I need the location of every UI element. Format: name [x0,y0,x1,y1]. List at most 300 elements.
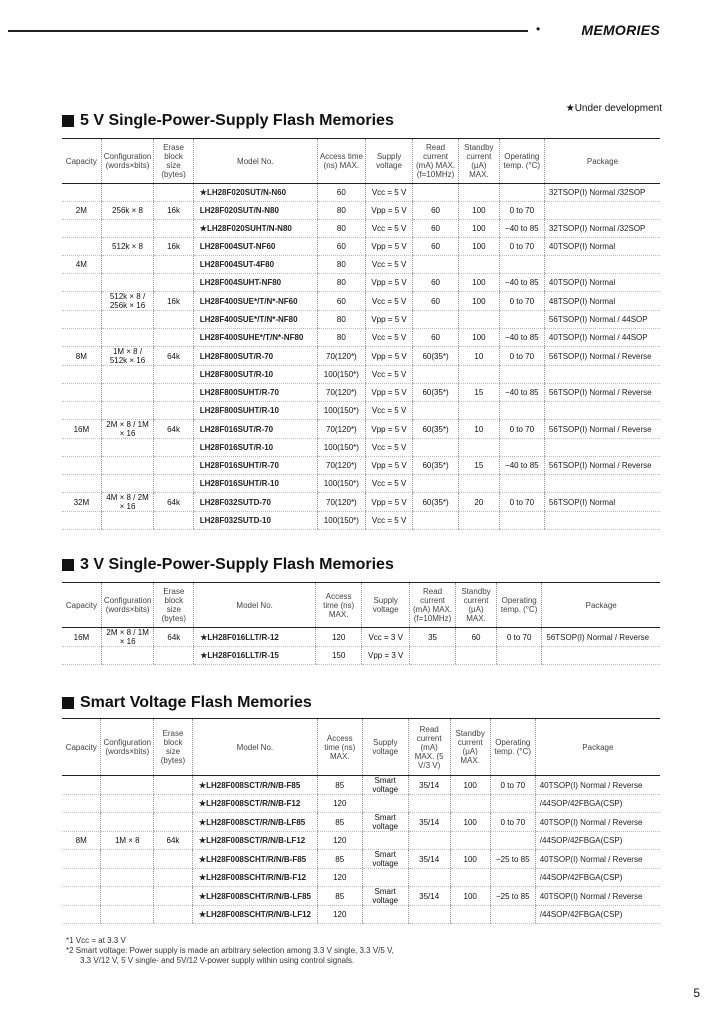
cell-configuration: 256k × 8 [101,202,154,220]
cell-supply [362,906,408,924]
table-row [62,329,660,347]
cell-temp [499,475,544,493]
cell-access: 60 [317,184,365,202]
table-row [62,384,660,402]
cell-supply: Vpp = 5 V [365,420,412,439]
cell-capacity [62,311,101,329]
cell-configuration: 2M × 8 / 1M × 16 [101,628,154,647]
header-rule-left [8,30,528,32]
table-row [62,274,660,292]
cell-package [544,475,660,493]
section-title-text: 5 V Single-Power-Supply Flash Memories [80,112,394,129]
table-row [62,311,660,329]
section-title-smart [62,694,312,712]
col-header-access: Access time (ns) MAX. [317,139,365,184]
col-header-standby: Standby current (μA) MAX. [450,719,490,776]
cell-access: 60 [317,292,365,311]
cell-read-current [413,366,459,384]
cell-supply: Smart voltage [362,887,408,906]
cell-capacity [62,647,101,665]
cell-access: 80 [317,311,365,329]
col-header-configuration: Configuration (words×bits) [101,719,154,776]
square-bullet-icon [62,697,74,709]
cell-erase-block: 16k [154,238,193,256]
cell-erase-block [154,256,193,274]
cell-temp: −40 to 85 [499,220,544,238]
cell-standby [450,795,490,813]
col-header-standby: Standby current (μA) MAX. [456,583,497,628]
cell-temp [499,366,544,384]
cell-temp [499,402,544,420]
cell-read-current: 60 [413,292,459,311]
cell-supply: Vcc = 5 V [365,256,412,274]
cell-package: 40TSOP(I) Normal / Reverse [535,813,660,832]
cell-read-current: 60(35*) [413,347,459,366]
cell-package [544,202,660,220]
cell-read-current [413,439,459,457]
cell-supply: Vcc = 5 V [365,220,412,238]
cell-capacity [62,384,101,402]
cell-package [544,366,660,384]
cell-temp: 0 to 70 [499,420,544,439]
cell-capacity [62,457,101,475]
col-header-capacity: Capacity [62,139,101,184]
cell-temp [499,256,544,274]
cell-standby: 100 [458,292,499,311]
cell-erase-block: 64k [154,420,193,439]
cell-standby: 100 [450,887,490,906]
cell-erase-block [154,402,193,420]
cell-read-current: 60 [413,220,459,238]
cell-supply [362,869,408,887]
col-header-capacity: Capacity [62,583,101,628]
cell-erase-block [154,457,193,475]
cell-supply: Vcc = 5 V [365,366,412,384]
col-header-temp: Operating temp. (°C) [499,139,544,184]
cell-model: ★LH28F020SUT/N-N60 [193,184,317,202]
cell-package: 40TSOP(I) Normal [544,274,660,292]
cell-configuration [101,311,154,329]
cell-temp [490,869,535,887]
col-header-configuration: Configuration (words×bits) [101,139,154,184]
cell-read-current [408,869,450,887]
cell-capacity [62,887,101,906]
cell-temp: 0 to 70 [499,292,544,311]
cell-read-current [413,184,459,202]
col-header-supply: Supply voltage [365,139,412,184]
cell-configuration [101,439,154,457]
cell-temp: 0 to 70 [499,238,544,256]
col-header-standby: Standby current (μA) MAX. [458,139,499,184]
cell-standby [450,832,490,850]
cell-read-current: 60(35*) [413,384,459,402]
cell-capacity [62,184,101,202]
cell-access: 120 [316,628,362,647]
table-row [62,887,660,906]
cell-standby: 10 [458,347,499,366]
cell-configuration: 512k × 8 [101,238,154,256]
table-row [62,475,660,493]
cell-capacity: 2M [62,202,101,220]
cell-model: ★LH28F008SCHT/R/N/B-F85 [192,850,317,869]
cell-capacity [62,906,101,924]
page-number: 5 [693,986,700,1000]
col-header-package: Package [542,583,660,628]
cell-read-current: 60 [413,274,459,292]
cell-capacity [62,850,101,869]
table-row [62,647,660,665]
cell-supply: Vpp = 5 V [365,274,412,292]
page-header-title: MEMORIES [581,22,660,38]
cell-configuration [101,384,154,402]
cell-capacity [62,366,101,384]
table-row [62,906,660,924]
cell-standby [458,366,499,384]
col-header-access: Access time (ns) MAX. [316,583,362,628]
cell-supply: Vcc = 5 V [365,512,412,530]
cell-model: LH28F004SUHT-NF80 [193,274,317,292]
cell-model: LH28F800SUT/R-70 [193,347,317,366]
legend-under-development: ★Under development [565,103,662,114]
table-row [62,366,660,384]
col-header-model: Model No. [192,719,317,776]
col-header-temp: Operating temp. (°C) [490,719,535,776]
cell-access: 60 [317,238,365,256]
cell-access: 70(120*) [317,493,365,512]
cell-standby: 100 [450,776,490,795]
cell-capacity [62,439,101,457]
cell-package: 32TSOP(I) Normal /32SOP [544,184,660,202]
cell-temp: −40 to 85 [499,384,544,402]
table-row [62,628,660,647]
cell-standby: 20 [458,493,499,512]
cell-standby: 100 [458,274,499,292]
cell-access: 80 [317,274,365,292]
cell-package: /44SOP/42FBGA(CSP) [535,795,660,813]
cell-capacity: 8M [62,832,101,850]
cell-package: 56TSOP(I) Normal / 44SOP [544,311,660,329]
col-header-configuration: Configuration (words×bits) [101,583,154,628]
cell-package: 40TSOP(I) Normal / Reverse [535,776,660,795]
cell-capacity [62,329,101,347]
cell-temp: 0 to 70 [499,493,544,512]
cell-access: 70(120*) [317,420,365,439]
cell-model: LH28F800SUT/R-10 [193,366,317,384]
table-row [62,238,660,256]
cell-read-current [413,311,459,329]
cell-package [544,512,660,530]
cell-temp [490,795,535,813]
cell-read-current [413,512,459,530]
cell-standby [458,512,499,530]
cell-temp [499,439,544,457]
cell-erase-block [154,813,193,832]
cell-package [542,647,660,665]
cell-supply: Vpp = 5 V [365,238,412,256]
cell-standby: 100 [458,202,499,220]
cell-supply: Smart voltage [362,776,408,795]
cell-temp: −25 to 85 [490,850,535,869]
cell-standby: 100 [450,850,490,869]
cell-configuration: 2M × 8 / 1M × 16 [101,420,154,439]
cell-configuration [101,850,154,869]
table-row [62,439,660,457]
cell-model: LH28F016SUT/R-70 [193,420,317,439]
cell-temp [499,311,544,329]
col-header-supply: Supply voltage [362,583,410,628]
cell-capacity [62,292,101,311]
cell-model: ★LH28F020SUHT/N-N80 [193,220,317,238]
cell-access: 120 [317,906,362,924]
cell-configuration [101,274,154,292]
cell-erase-block: 64k [154,832,193,850]
col-header-package: Package [535,719,660,776]
cell-model: LH28F016SUT/R-10 [193,439,317,457]
table-5v [62,138,660,530]
cell-erase-block: 64k [154,347,193,366]
header-bullet: • [536,22,541,36]
cell-package: 56TSOP(I) Normal / Reverse [542,628,660,647]
table-row [62,220,660,238]
cell-capacity [62,795,101,813]
table-row [62,776,660,795]
cell-capacity: 32M [62,493,101,512]
table-row [62,420,660,439]
cell-standby [456,647,497,665]
cell-supply: Vpp = 5 V [365,493,412,512]
cell-configuration: 512k × 8 / 256k × 16 [101,292,154,311]
cell-configuration [101,475,154,493]
cell-erase-block [154,311,193,329]
cell-configuration [101,906,154,924]
cell-model: LH28F004SUT-NF60 [193,238,317,256]
cell-model: ★LH28F008SCT/R/N/B-F12 [192,795,317,813]
cell-model: LH28F016SUHT/R-70 [193,457,317,475]
cell-access: 70(120*) [317,347,365,366]
cell-temp: −40 to 85 [499,274,544,292]
cell-configuration: 1M × 8 [101,832,154,850]
cell-supply: Vcc = 5 V [365,329,412,347]
cell-access: 100(150*) [317,475,365,493]
table-3v [62,582,660,665]
cell-supply [362,795,408,813]
cell-supply: Vpp = 5 V [365,384,412,402]
cell-access: 85 [317,850,362,869]
section-title-text: Smart Voltage Flash Memories [80,694,312,711]
cell-capacity: 16M [62,420,101,439]
cell-capacity [62,512,101,530]
cell-package [544,256,660,274]
cell-temp: −25 to 85 [490,887,535,906]
col-header-model: Model No. [193,139,317,184]
cell-configuration [101,869,154,887]
cell-package: 56TSOP(I) Normal [544,493,660,512]
col-header-supply: Supply voltage [362,719,408,776]
cell-read-current [410,647,456,665]
col-header-erase-block: Erase block size (bytes) [154,139,193,184]
cell-model: ★LH28F008SCT/R/N/B-LF85 [192,813,317,832]
cell-package: 40TSOP(I) Normal / Reverse [535,887,660,906]
table-row [62,512,660,530]
table-row [62,457,660,475]
col-header-read-current: Read current (mA) MAX. (5 V/3 V) [408,719,450,776]
cell-temp [497,647,542,665]
cell-supply: Smart voltage [362,850,408,869]
cell-package: /44SOP/42FBGA(CSP) [535,906,660,924]
cell-model: LH28F800SUHT/R-70 [193,384,317,402]
cell-package: 40TSOP(I) Normal / 44SOP [544,329,660,347]
cell-supply: Vcc = 5 V [365,292,412,311]
cell-supply [362,832,408,850]
cell-package [544,402,660,420]
cell-model: ★LH28F016LLT/R-12 [194,628,316,647]
cell-read-current: 60 [413,329,459,347]
cell-supply: Vpp = 5 V [365,311,412,329]
cell-capacity [62,776,101,795]
cell-erase-block [154,512,193,530]
footnote-1: *1 Vcc = at 3.3 V [66,936,126,945]
cell-erase-block [154,384,193,402]
cell-access: 85 [317,776,362,795]
cell-package: /44SOP/42FBGA(CSP) [535,832,660,850]
cell-access: 85 [317,887,362,906]
cell-erase-block: 64k [154,628,194,647]
col-header-model: Model No. [194,583,316,628]
cell-standby: 15 [458,384,499,402]
cell-temp: 0 to 70 [490,776,535,795]
cell-standby [458,311,499,329]
cell-supply: Vcc = 5 V [365,184,412,202]
cell-standby: 60 [456,628,497,647]
cell-read-current [413,402,459,420]
cell-package: 56TSOP(I) Normal / Reverse [544,347,660,366]
cell-erase-block [154,329,193,347]
col-header-erase-block: Erase block size (bytes) [154,583,194,628]
cell-access: 120 [317,869,362,887]
cell-erase-block [154,850,193,869]
col-header-access: Access time (ns) MAX. [317,719,362,776]
cell-temp: 0 to 70 [490,813,535,832]
cell-erase-block [154,184,193,202]
cell-model: LH28F016SUHT/R-10 [193,475,317,493]
cell-erase-block: 16k [154,292,193,311]
cell-supply: Vcc = 3 V [362,628,410,647]
table-row [62,493,660,512]
cell-package [544,439,660,457]
cell-temp: −40 to 85 [499,329,544,347]
cell-model: ★LH28F008SCHT/R/N/B-LF85 [192,887,317,906]
cell-model: LH28F004SUT-4F80 [193,256,317,274]
cell-read-current: 35/14 [408,776,450,795]
cell-standby: 100 [458,220,499,238]
cell-read-current: 60(35*) [413,420,459,439]
cell-supply: Vpp = 3 V [362,647,410,665]
cell-capacity [62,220,101,238]
cell-capacity [62,274,101,292]
cell-model: ★LH28F008SCT/R/N/B-LF12 [192,832,317,850]
cell-temp [490,906,535,924]
cell-access: 80 [317,329,365,347]
cell-package: 40TSOP(I) Normal [544,238,660,256]
cell-capacity [62,402,101,420]
cell-supply: Vcc = 5 V [365,475,412,493]
table-row [62,292,660,311]
cell-configuration [101,887,154,906]
cell-standby: 100 [450,813,490,832]
cell-erase-block: 64k [154,493,193,512]
cell-configuration [101,402,154,420]
cell-capacity: 8M [62,347,101,366]
cell-standby [458,439,499,457]
cell-read-current: 35 [410,628,456,647]
cell-temp [499,512,544,530]
cell-access: 120 [317,832,362,850]
cell-model: LH28F032SUTD-70 [193,493,317,512]
cell-standby [458,256,499,274]
cell-temp: −40 to 85 [499,457,544,475]
cell-access: 100(150*) [317,439,365,457]
cell-package: 32TSOP(I) Normal /32SOP [544,220,660,238]
cell-package: 56TSOP(I) Normal / Reverse [544,420,660,439]
cell-temp: 0 to 70 [499,347,544,366]
cell-temp [499,184,544,202]
cell-erase-block [154,439,193,457]
cell-capacity [62,869,101,887]
cell-temp: 0 to 70 [497,628,542,647]
cell-read-current [408,832,450,850]
cell-erase-block [154,366,193,384]
cell-access: 80 [317,220,365,238]
cell-standby: 100 [458,329,499,347]
table-row [62,813,660,832]
col-header-read-current: Read current (mA) MAX. (f=10MHz) [413,139,459,184]
square-bullet-icon [62,559,74,571]
table-row [62,832,660,850]
cell-model: LH28F400SUE*/T/N*-NF60 [193,292,317,311]
cell-package: /44SOP/42FBGA(CSP) [535,869,660,887]
cell-erase-block [154,220,193,238]
cell-standby [458,475,499,493]
section-title-5v [62,112,394,130]
cell-erase-block [154,274,193,292]
cell-standby: 10 [458,420,499,439]
footnote-3: 3.3 V/12 V, 5 V single- and 5V/12 V-power supply within using control signals. [80,956,355,965]
cell-standby [450,869,490,887]
col-header-read-current: Read current (mA) MAX. (f=10MHz) [410,583,456,628]
cell-capacity: 4M [62,256,101,274]
cell-model: LH28F800SUHT/R-10 [193,402,317,420]
cell-package: 56TSOP(I) Normal / Reverse [544,384,660,402]
cell-access: 80 [317,256,365,274]
cell-erase-block [154,869,193,887]
cell-configuration [101,220,154,238]
cell-configuration [101,776,154,795]
section-title-text: 3 V Single-Power-Supply Flash Memories [80,556,394,573]
cell-configuration [101,256,154,274]
cell-configuration [101,795,154,813]
cell-standby [450,906,490,924]
cell-model: LH28F020SUT/N-N80 [193,202,317,220]
cell-read-current [408,795,450,813]
table-row [62,347,660,366]
cell-configuration: 1M × 8 / 512k × 16 [101,347,154,366]
table-row [62,850,660,869]
cell-access: 80 [317,202,365,220]
table-row [62,795,660,813]
col-header-package: Package [544,139,660,184]
cell-standby [458,184,499,202]
cell-read-current: 35/14 [408,813,450,832]
